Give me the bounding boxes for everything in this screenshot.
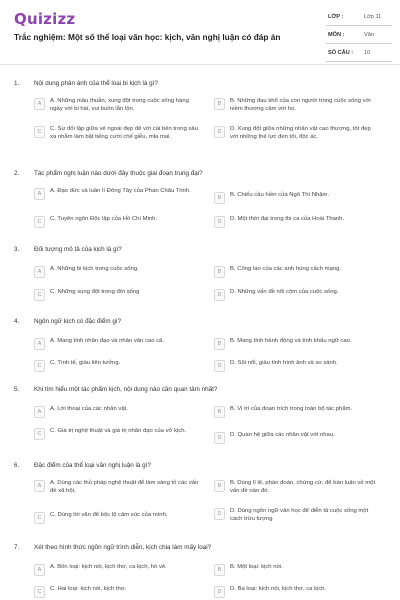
option-letter-badge: B — [214, 564, 225, 576]
worksheet-meta — [326, 10, 392, 64]
option-text: A. Dùng các thủ pháp nghệ thuật để làm sáng tỏ các vấn đề xã hội. — [50, 480, 199, 494]
meta-row-subject — [326, 28, 392, 44]
option-letter-badge: B — [214, 338, 225, 350]
question-number: 4. — [14, 318, 20, 325]
option-letter-badge: A — [34, 266, 45, 278]
option-letter-badge: D — [214, 508, 225, 520]
option-text: D. Những vấn đề nổi cộm của cuộc sống. — [230, 289, 339, 295]
option-text: D. Sôi nổi, giàu tính hình ảnh và so sánh. — [230, 360, 338, 366]
question-text: Đối tượng mô tả của kịch là gì? — [34, 246, 122, 253]
option-letter-badge: C — [34, 428, 45, 440]
option-text: B. Dùng lí lẽ, phán đoán, chứng cứ, để bàn luận về một vấn đề nào đó. — [230, 480, 376, 494]
worksheet-title: Trắc nghiệm: Một số thể loại văn học: kịch, văn nghị luận có đáp án — [14, 32, 281, 42]
option-letter-badge: A — [34, 564, 45, 576]
question-text: Xét theo hình thức ngôn ngữ trình diễn, kịch chia làm mấy loại? — [34, 544, 212, 551]
option-text: C. Những xung đột trong đời sống — [50, 289, 140, 295]
option-letter-badge: A — [34, 188, 45, 200]
option-text: A. Những bi kịch trong cuộc sống. — [50, 266, 139, 272]
option-letter-badge: C — [34, 289, 45, 301]
option-text: B. Chiếu cầu hiền của Ngô Thì Nhậm. — [230, 192, 330, 198]
question-text: Đặc điểm của thể loại văn nghị luận là gì? — [34, 462, 151, 469]
option-letter-badge: D — [214, 432, 225, 444]
option-text: C. Tính tế, giàu liên tưởng. — [50, 360, 121, 366]
question-number: 1. — [14, 80, 20, 87]
meta-row-count — [326, 46, 392, 62]
option-text: C. Hai loại: kịch nói, kịch thơ. — [50, 586, 127, 592]
option-text: C. Sự đối lập giữa vẻ ngoài đẹp đẽ với cái bên trong sâu xa nhằm làm bật tiếng cười chế giễu, mỉa mai. — [50, 126, 198, 140]
option-letter-badge: B — [214, 266, 225, 278]
option-text: A. Những mâu thuẫn, xung đột trong cuộc sống hàng ngày với bi hài, vui buồn lẫn lộn. — [50, 98, 189, 112]
option-letter-badge: D — [214, 289, 225, 301]
meta-key: SỐ CÂU : — [328, 50, 354, 56]
option-text: D. Quan hệ giữa các nhân vật với nhau. — [230, 432, 335, 438]
option-text: A. Lời thoại của các nhân vật. — [50, 406, 128, 412]
option-text: C. Giá trị nghệ thuật và giá trị nhân đạo của vở kịch. — [50, 428, 187, 434]
option-letter-badge: D — [214, 216, 225, 228]
question-number: 7. — [14, 544, 20, 551]
option-text: D. Xung đột giữa những nhân vật cao thượng, tốt đẹp với những thế lực đen tối, độc ác. — [230, 126, 371, 140]
option-text: B. Vị trí của đoạn trích trong toàn bộ tác phẩm. — [230, 406, 353, 412]
option-letter-badge: A — [34, 406, 45, 418]
option-text: C. Tuyên ngôn Độc lập của Hồ Chí Minh. — [50, 216, 158, 222]
option-letter-badge: B — [214, 192, 225, 204]
option-letter-badge: B — [214, 98, 225, 110]
option-text: B. Công lao của các anh hùng cách mạng. — [230, 266, 342, 272]
option-letter-badge: C — [34, 216, 45, 228]
option-letter-badge: C — [34, 512, 45, 524]
question-number: 6. — [14, 462, 20, 469]
question-text: Tác phẩm nghị luận nào dưới đây thuộc giai đoạn trung đại? — [34, 170, 203, 177]
question-text: Ngôn ngữ kịch có đặc điểm gì? — [34, 318, 122, 325]
option-letter-badge: C — [34, 360, 45, 372]
option-text: D. Một thời đại trong thi ca của Hoài Thanh. — [230, 216, 345, 222]
meta-value: Văn — [364, 32, 374, 38]
option-text: B. Mang tính hành động và tính khẩu ngữ cao. — [230, 338, 352, 344]
option-text: C. Dùng lời văn để bộc lộ cảm xúc của mình. — [50, 512, 168, 518]
option-text: D. Ba loại: kịch nói, kịch thơ, ca kịch. — [230, 586, 327, 592]
option-letter-badge: B — [214, 406, 225, 418]
option-letter-badge: A — [34, 338, 45, 350]
meta-value: Lớp 11 — [364, 14, 382, 20]
option-text: D. Dùng ngôn ngữ văn học để diễn tả cuộc sống một cách trừu tượng — [230, 508, 369, 522]
question-text: Nội dung phản ánh của thể loại bi kịch là gì? — [34, 80, 158, 87]
meta-value: 10 — [364, 50, 371, 56]
question-text: Khi tìm hiểu một tác phẩm kịch, nội dung nào cần quan tâm nhất? — [34, 386, 218, 393]
option-letter-badge: D — [214, 360, 225, 372]
option-letter-badge: A — [34, 480, 45, 492]
meta-key: MÔN : — [328, 32, 345, 38]
question-number: 3. — [14, 246, 20, 253]
option-letter-badge: C — [34, 126, 45, 138]
question-number: 2. — [14, 170, 20, 177]
question-number: 5. — [14, 386, 20, 393]
option-letter-badge: B — [214, 480, 225, 492]
option-letter-badge: D — [214, 126, 225, 138]
quizizz-logo: Quizizz — [14, 10, 76, 28]
meta-row-grade — [326, 10, 392, 26]
meta-key: LỚP : — [328, 14, 344, 20]
option-text: A. Mang tính nhân đạo và nhân văn cao cả. — [50, 338, 164, 344]
option-text: B. Một loại: kịch nói. — [230, 564, 283, 570]
option-letter-badge: D — [214, 586, 225, 598]
worksheet-header — [0, 0, 400, 65]
option-text: A. Bốn loại: kịch nói, kịch thơ, ca kịch, hò vè. — [50, 564, 167, 570]
option-text: A. Đạo đức và luân lí Đông Tây của Phan Châu Trinh. — [50, 188, 191, 194]
option-letter-badge: A — [34, 98, 45, 110]
option-text: B. Những đau khổ của con người trong cuộc sống với niềm thương cảm với họ. — [230, 98, 371, 112]
option-letter-badge: C — [34, 586, 45, 598]
